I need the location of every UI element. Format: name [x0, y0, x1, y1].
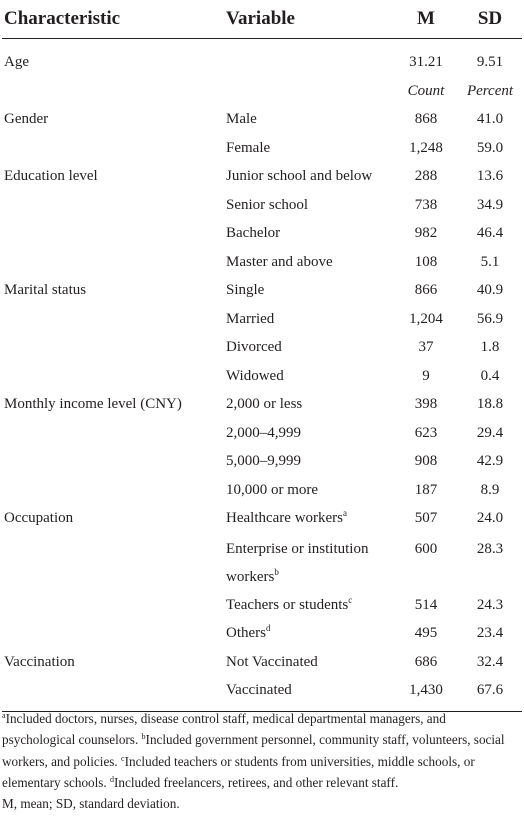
- footnote-marker-c: c: [121, 753, 125, 763]
- cell-variable: Single: [226, 282, 265, 299]
- footnote-a: Included doctors, nurses, disease control staff, medical departmental managers, and psychological counselors.: [2, 711, 446, 748]
- cell-percent-label: Percent: [466, 82, 514, 99]
- cell-variable: Junior school and below: [226, 168, 373, 185]
- cell-sd: 29.4: [476, 424, 504, 441]
- cell-variable: [210, 39, 394, 77]
- cell-variable: 2,000–4,999: [226, 424, 301, 441]
- cell-characteristic: [2, 447, 210, 476]
- table-row: [2, 39, 522, 77]
- cell-variable: Divorced: [226, 339, 282, 356]
- cell-characteristic: [2, 333, 210, 362]
- cell-characteristic: Age: [4, 54, 29, 71]
- cell-m: 187: [414, 481, 438, 498]
- cell-sd: 42.9: [476, 453, 504, 470]
- footnote-marker-a: a: [2, 711, 6, 720]
- cell-characteristic: [2, 77, 210, 106]
- cell-m: 1,430: [394, 676, 458, 711]
- cell-m: 1,204: [409, 310, 443, 327]
- cell-m: 9: [422, 367, 430, 384]
- cell-variable: 2,000 or less: [226, 396, 303, 413]
- cell-variable: Female: [226, 139, 271, 156]
- cell-variable: 5,000–9,999: [226, 453, 301, 470]
- cell-characteristic: Vaccination: [4, 653, 75, 670]
- footnote-paragraph: [2, 708, 522, 793]
- cell-m: 288: [414, 168, 438, 185]
- table-row: [2, 305, 522, 334]
- cell-m: 686: [414, 653, 438, 670]
- cell-m: 514: [414, 596, 438, 613]
- table-row: [2, 419, 522, 448]
- cell-variable: [210, 77, 394, 106]
- table-row: [2, 362, 522, 391]
- cell-characteristic: [2, 219, 210, 248]
- cell-sd: 56.9: [476, 310, 504, 327]
- footnote-marker: d: [266, 623, 271, 634]
- cell-variable: [210, 533, 394, 591]
- cell-sd: 24.0: [476, 510, 504, 527]
- cell-characteristic: [2, 362, 210, 391]
- footnote-marker-b: b: [141, 732, 146, 742]
- cell-characteristic: [2, 533, 210, 591]
- cell-characteristic: [2, 191, 210, 220]
- table-row: [2, 676, 522, 711]
- table-row: [2, 276, 522, 305]
- cell-m: 866: [414, 282, 438, 299]
- table-row: [2, 533, 522, 591]
- cell-m: 868: [414, 111, 438, 128]
- cell-m: 108: [414, 253, 438, 270]
- footnote-marker: c: [348, 594, 353, 605]
- cell-m: 495: [414, 625, 438, 642]
- variable-text-line2: workers: [226, 568, 275, 585]
- table-row: [2, 77, 522, 106]
- table-row: [2, 447, 522, 476]
- cell-sd: 32.4: [476, 653, 504, 670]
- cell-variable: Master and above: [226, 253, 333, 270]
- variable-text-line1: Enterprise or institution: [226, 540, 369, 557]
- cell-sd: 67.6: [458, 676, 522, 711]
- table-row: [2, 619, 522, 648]
- cell-variable: Senior school: [226, 196, 309, 213]
- footnote-b: Included government personnel, community staff, volunteers, social workers, and policies.: [2, 732, 505, 769]
- table-row: [2, 476, 522, 505]
- cell-sd: 46.4: [476, 225, 504, 242]
- cell-m: 600: [414, 540, 438, 557]
- cell-sd: 1.8: [480, 339, 500, 356]
- cell-variable: Not Vaccinated: [226, 653, 318, 670]
- cell-m: 982: [414, 225, 438, 242]
- cell-sd: 34.9: [476, 196, 504, 213]
- cell-characteristic: [2, 619, 210, 648]
- cell-variable: Widowed: [226, 367, 284, 384]
- abbreviation-note: M, mean; SD, standard deviation.: [2, 796, 180, 812]
- cell-sd: 24.3: [476, 596, 504, 613]
- cell-variable: Married: [226, 310, 275, 327]
- table-header-row: [2, 0, 522, 39]
- cell-characteristic: [2, 248, 210, 277]
- footnote-d: Included freelancers, retirees, and other relevant staff.: [114, 774, 399, 790]
- cell-sd: 9.51: [476, 54, 504, 71]
- cell-m: 1,248: [409, 139, 443, 156]
- cell-characteristic: Occupation: [4, 510, 74, 527]
- table-row: [2, 333, 522, 362]
- cell-m: 398: [414, 396, 438, 413]
- table-row: [2, 162, 522, 191]
- table-row: [2, 134, 522, 163]
- cell-characteristic: Education level: [4, 168, 98, 185]
- cell-sd: 18.8: [476, 396, 504, 413]
- cell-characteristic: [2, 676, 210, 711]
- cell-variable: [210, 504, 394, 533]
- cell-variable: [210, 619, 394, 648]
- cell-characteristic: Gender: [4, 111, 49, 128]
- table-row: [2, 648, 522, 677]
- cell-m: 623: [414, 424, 438, 441]
- cell-sd: 23.4: [476, 625, 504, 642]
- cell-sd: 41.0: [476, 111, 504, 128]
- table-row: [2, 591, 522, 620]
- cell-variable: 10,000 or more: [226, 481, 319, 498]
- table-row: [2, 105, 522, 134]
- cell-sd: 59.0: [476, 139, 504, 156]
- footnote-marker: b: [274, 566, 279, 577]
- cell-characteristic: [2, 134, 210, 163]
- table-footnotes: [2, 708, 522, 814]
- demographics-table: [2, 0, 522, 712]
- header-sd: SD: [458, 0, 522, 39]
- cell-sd: 5.1: [480, 253, 500, 270]
- cell-characteristic: Monthly income level (CNY): [4, 396, 182, 413]
- table-row: [2, 219, 522, 248]
- variable-text: Others: [226, 625, 266, 642]
- variable-text: Teachers or students: [226, 596, 349, 613]
- cell-sd: 40.9: [476, 282, 504, 299]
- cell-sd: 8.9: [480, 481, 500, 498]
- cell-variable: [210, 591, 394, 620]
- table-row: [2, 248, 522, 277]
- cell-sd: 0.4: [480, 367, 500, 384]
- cell-characteristic: Marital status: [4, 282, 87, 299]
- cell-sd: 13.6: [476, 168, 504, 185]
- cell-characteristic: [2, 419, 210, 448]
- cell-m: 37: [418, 339, 434, 356]
- footnote-c: Included teachers or students from universities, middle schools, or elementary schools.: [2, 753, 475, 790]
- table-row: [2, 504, 522, 533]
- cell-characteristic: [2, 476, 210, 505]
- table-row: [2, 191, 522, 220]
- cell-characteristic: [2, 305, 210, 334]
- cell-m: 738: [414, 196, 438, 213]
- cell-count-label: Count: [407, 82, 445, 99]
- cell-m: 908: [414, 453, 438, 470]
- header-characteristic: Characteristic: [2, 0, 210, 39]
- cell-m: 31.21: [409, 54, 443, 71]
- header-m: M: [394, 0, 458, 39]
- header-variable: Variable: [210, 0, 394, 39]
- footnote-marker-d: d: [110, 774, 115, 784]
- footnote-marker: a: [343, 508, 348, 519]
- table-row: [2, 390, 522, 419]
- variable-text: Healthcare workers: [226, 510, 344, 527]
- cell-variable: Male: [226, 111, 257, 128]
- cell-sd: 28.3: [476, 540, 504, 557]
- cell-characteristic: [2, 591, 210, 620]
- cell-variable: Bachelor: [226, 225, 281, 242]
- cell-m: 507: [414, 510, 438, 527]
- cell-variable: Vaccinated: [210, 676, 394, 711]
